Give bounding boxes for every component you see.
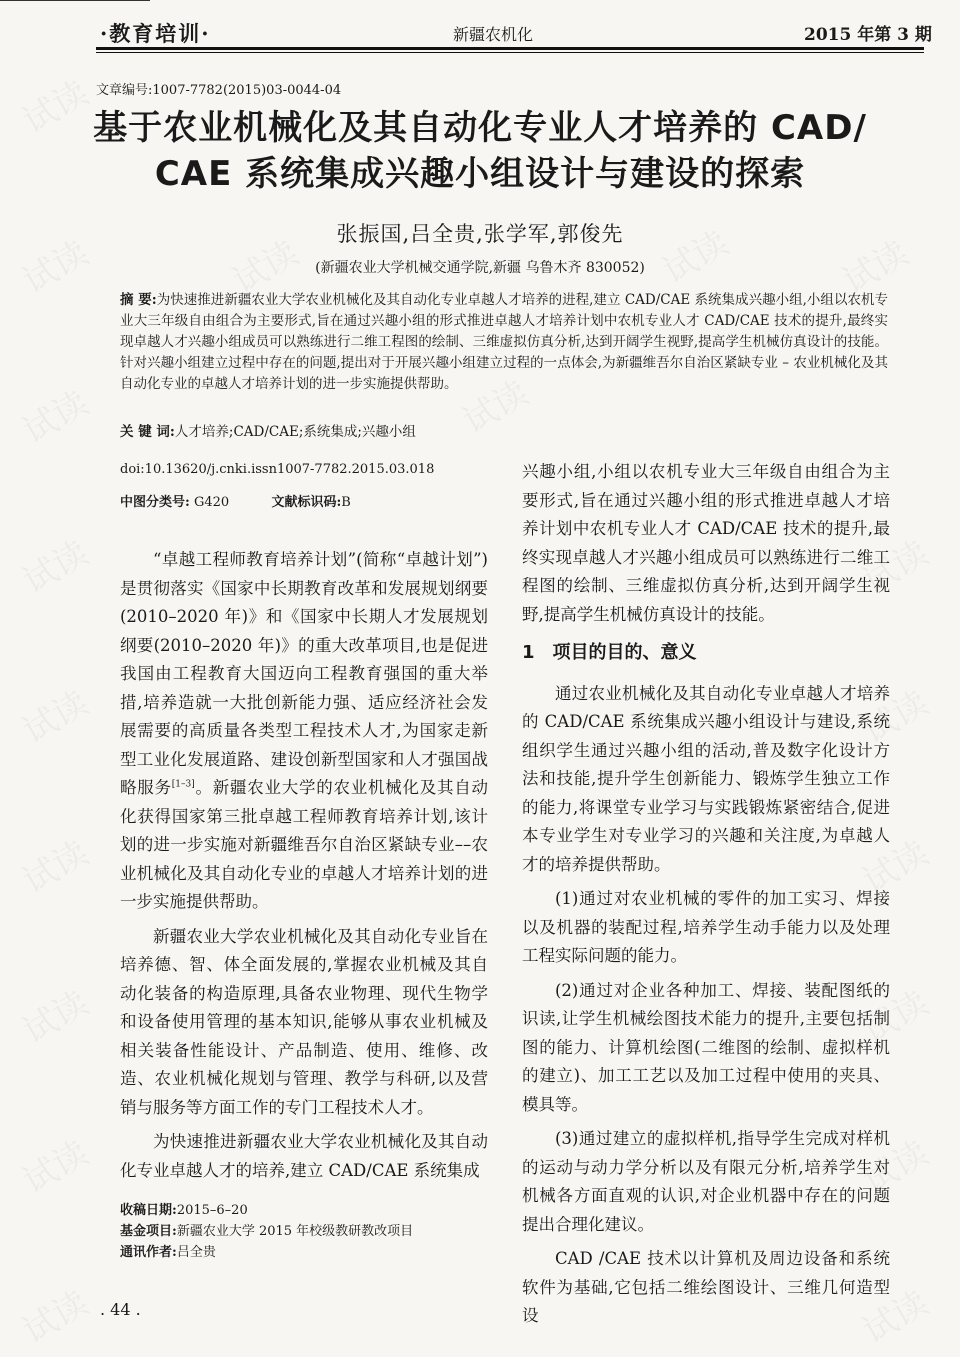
doc-code-value: B [341,495,351,510]
right-column [522,458,890,1337]
footnote-author [120,1242,413,1263]
watermark [12,1276,95,1352]
corresponding-author-label: 通讯作者: [120,1245,177,1260]
clc-label: 中图分类号: [120,495,190,510]
right-paragraph-3: (2)通过对企业各种加工、焊接、装配图纸的识读,让学生机械绘图技术能力的提升,主要包括制图的能力、计算机绘图(二维图的绘制、虚拟样机的建立)、加工工艺以及加工过程中使用的夹具、模具等。 [522,980,890,1114]
article-number: 文章编号:1007-7782(2015)03-0044-04 [96,83,342,98]
watermark [12,676,95,752]
section-number: 1 [522,642,535,663]
right-paragraph-0: 兴趣小组,小组以农机专业大三年级自由组合为主要形式,旨在通过兴趣小组的形式推进卓越人才培养计划中农机专业人才 CAD/CAE 技术的提升,最终实现卓越人才兴趣小组成员可以熟练进行二维工程图的绘制、三维虚拟仿真分析,达到开阔学生视野,提高学生机械仿真设计的技能。 [522,462,890,624]
right-paragraph-2: (1)通过对农业机械的零件的加工实习、焊接以及机器的装配过程,培养学生动手能力以及处理工程实际问题的能力。 [522,889,890,965]
header-rule-bottom [96,52,924,53]
watermark [12,976,95,1052]
authors: 张振国,吕全贵,张学军,郭俊先 [336,222,624,246]
doi: doi:10.13620/j.cnki.issn1007-7782.2015.03.018 [120,462,435,477]
right-paragraph-1: 通过农业机械化及其自动化专业卓越人才培养的 CAD/CAE 系统集成兴趣小组设计与建设,系统组织学生通过兴趣小组的活动,普及数字化设计方法和技能,提升学生创新能力、锻炼学生独立工作的能力,将课堂专业学习与实践锻炼紧密结合,促进本专业学生对专业学习的兴趣和关注度,为卓越人才的培养提供帮助。 [522,683,890,874]
doc-code-label: 文献标识码: [271,495,342,510]
affiliation: (新疆农业大学机械交通学院,新疆 乌鲁木齐 830052) [315,260,645,276]
left-p1-text-b: 。新疆农业大学的农业机械化及其自动化获得国家第三批卓越工程师教育培养计划,该计划的进一步实施对新疆维吾尔自治区紧缺专业––农业机械化及其自动化专业的卓越人才培养计划的进一步实施提供帮助。 [120,778,489,911]
journal-name: 新疆农机化 [453,25,534,44]
title-line-1: 基于农业机械化及其自动化专业人才培养的 CAD/ [93,108,867,148]
corresponding-author: 吕全贵 [176,1245,216,1260]
footnote-rule [0,0,150,1]
page-number: . 44 . [100,1300,141,1319]
abstract-label: 摘 要: [120,292,157,308]
citation-ref: [1–3] [171,779,195,790]
received-date: 2015–6–20 [176,1203,248,1218]
section-title: 项目的目的、意义 [552,642,697,663]
footnotes [120,1200,413,1263]
issue-label: 2015 年第 3 期 [804,25,932,45]
header-rule-top [96,47,924,50]
left-paragraph-3: 为快速推进新疆农业大学农业机械化及其自动化专业卓越人才的培养,建立 CAD/CAE 系统集成 [120,1132,488,1180]
section-tag: ·教育培训· [100,21,211,46]
section-heading-1 [522,639,890,668]
received-label: 收稿日期: [120,1203,177,1218]
clc-value: G420 [193,495,230,510]
left-p1-text-a: “卓越工程师教育培养计划”(简称“卓越计划”)是贯彻落实《国家中长期教育改革和发展规划纲要(2010–2020 年)》和《国家中长期人才发展规划纲要(2010–2020 年)》的重大改革项目,也是促进我国由工程教育大国迈向工程教育强国的重大举措,培养造就一大批创新能力强、适应经济社会发展需要的高质量各类型工程技术人才,为国家走新型工业化发展道路、建设创新型国家和人才强国战略服务 [120,550,488,797]
right-paragraph-5: CAD /CAE 技术以计算机及周边设备和系统软件为基础,它包括二维绘图设计、三维几何造型设 [522,1249,890,1325]
keywords-text: 人才培养;CAD/CAE;系统集成;兴趣小组 [174,424,416,440]
keywords [120,420,416,440]
abstract [120,290,888,395]
watermark [12,1126,95,1202]
watermark [12,376,95,452]
fund-text: 新疆农业大学 2015 年校级教研教改项目 [176,1224,414,1239]
title-line-2: CAE 系统集成兴趣小组设计与建设的探索 [154,154,806,194]
keywords-label: 关 键 词: [120,424,175,440]
classification [120,491,351,510]
fund-label: 基金项目: [120,1224,177,1239]
footnote-fund [120,1221,413,1242]
left-paragraph-2: 新疆农业大学农业机械化及其自动化专业旨在培养德、智、体全面发展的,掌握农业机械及其自动化装备的构造原理,具备农业物理、现代生物学和设备使用管理的基本知识,能够从事农业机械及相关装备性能设计、产品制造、使用、维修、改造、农业机械化规划与管理、教学与科研,以及营销与服务等方面工作的专门工程技术人才。 [120,926,488,1117]
abstract-text: 为快速推进新疆农业大学农业机械化及其自动化专业卓越人才培养的进程,建立 CAD/CAE 系统集成兴趣小组,小组以农机专业大三年级自由组合为主要形式,旨在通过兴趣小组的形式推进卓越人才培养计划中农机专业人才 CAD/CAE 技术的提升,最终实现卓越人才兴趣小组成员可以熟练进行二维工程图的绘制、三维虚拟仿真分析,达到开阔学生视野,提高学生机械仿真设计的技能。针对兴趣小组建立过程中存在的问题,提出对于开展兴趣小组建立过程的一点体会,为新疆维吾尔自治区紧缺专业 – 农业机械化及其自动化专业的卓越人才培养计划的进一步实施提供帮助。 [120,292,888,392]
left-paragraph-1 [120,546,488,917]
footnote-received [120,1200,413,1221]
watermark [12,526,95,602]
watermark [12,826,95,902]
right-paragraph-4: (3)通过建立的虚拟样机,指导学生完成对样机的运动与动力学分析以及有限元分析,培养学生对机械各方面直观的认识,对企业机器中存在的问题提出合理化建议。 [522,1129,890,1234]
left-column [120,546,488,1191]
